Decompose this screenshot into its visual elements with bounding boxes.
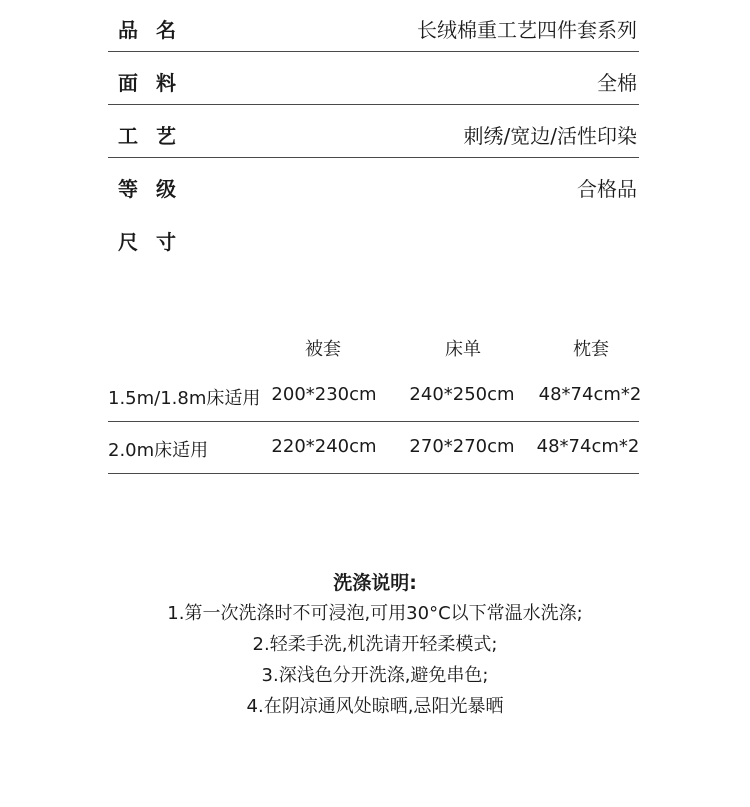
column-header-duvet-cover: 被套	[305, 339, 341, 360]
table-row	[108, 370, 642, 422]
size-table-header	[108, 330, 639, 370]
table-row	[108, 422, 639, 474]
column-header-pillowcase: 枕套	[573, 339, 609, 360]
table-cell-pillowcase-size: 48*74cm*2	[536, 436, 640, 457]
spec-label: 品名	[118, 18, 194, 42]
care-item: 4.在阴凉通风处晾晒,忌阳光暴晒	[246, 696, 504, 717]
spec-row-fabric	[108, 53, 639, 105]
table-cell-sheet-size: 240*250cm	[409, 384, 515, 405]
care-item: 2.轻柔手洗,机洗请开轻柔模式;	[252, 634, 498, 655]
spec-label: 等级	[118, 177, 194, 201]
care-item: 3.深浅色分开洗涤,避免串色;	[261, 665, 489, 686]
spec-label: 面料	[118, 71, 194, 95]
column-header-bed-sheet: 床单	[445, 339, 481, 360]
care-title: 洗涤说明:	[333, 572, 417, 594]
spec-row-product-name	[108, 0, 639, 52]
spec-value: 刺绣/宽边/活性印染	[463, 124, 637, 148]
spec-row-grade	[108, 159, 639, 211]
spec-value: 全棉	[597, 71, 637, 95]
table-cell-bed-size: 1.5m/1.8m床适用	[108, 388, 261, 409]
spec-label: 工艺	[118, 124, 194, 148]
care-item: 1.第一次洗涤时不可浸泡,可用30°C以下常温水洗涤;	[167, 603, 583, 624]
spec-row-craft	[108, 106, 639, 158]
spec-label: 尺寸	[118, 230, 194, 254]
table-cell-sheet-size: 270*270cm	[409, 436, 515, 457]
care-instructions	[0, 568, 750, 722]
spec-value: 合格品	[577, 177, 637, 201]
spec-value: 长绒棉重工艺四件套系列	[417, 18, 637, 42]
size-table	[108, 330, 642, 474]
table-cell-pillowcase-size: 48*74cm*2	[538, 384, 642, 405]
table-cell-bed-size: 2.0m床适用	[108, 440, 209, 461]
care-list	[0, 598, 750, 722]
table-cell-duvet-size: 220*240cm	[271, 436, 377, 457]
table-cell-duvet-size: 200*230cm	[271, 384, 377, 405]
spec-row-size	[108, 212, 639, 264]
